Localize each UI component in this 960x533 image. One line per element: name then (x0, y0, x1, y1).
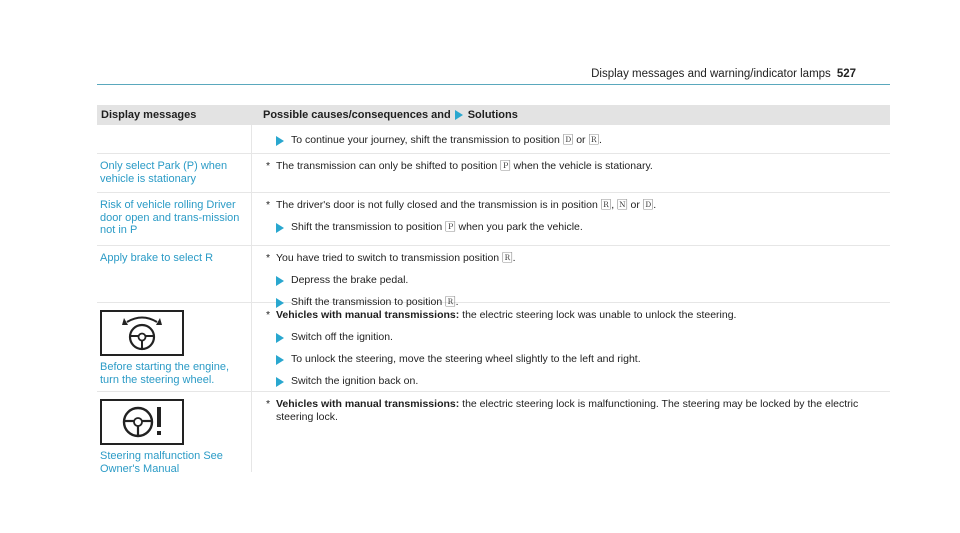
display-message: Only select Park (P) when vehicle is stationary (100, 160, 228, 185)
header-title: Display messages and warning/indicator lamps (591, 68, 831, 80)
cause-cell (252, 246, 890, 308)
cause-text: You have tried to switch to transmission position 🅁. (276, 252, 516, 264)
message-cell (97, 154, 252, 192)
cause-marker: * (266, 252, 271, 264)
cause-line (266, 199, 890, 212)
cause-cell (252, 392, 890, 472)
display-message: Before starting the engine, turn the steering wheel. (100, 361, 230, 386)
cause-marker: * (266, 199, 271, 211)
column-header-causes (252, 109, 890, 121)
solution-arrow-icon (276, 223, 284, 233)
column-header-display-messages: Display messages (101, 109, 197, 121)
cause-line (266, 398, 890, 424)
header-rule (97, 84, 890, 85)
solution-step (276, 331, 890, 344)
table-row (97, 246, 890, 308)
message-cell (97, 125, 252, 153)
solution-text: Switch off the ignition. (291, 331, 393, 343)
table-row (97, 303, 890, 392)
cause-marker: * (266, 160, 271, 172)
solution-arrow-icon (455, 110, 463, 120)
table-row (97, 392, 890, 475)
cause-text: The driver's door is not fully closed and the transmission is in position 🅁, 🄽 or 🄳. (276, 199, 657, 211)
page-number: 527 (836, 68, 856, 80)
solution-arrow-icon (276, 377, 284, 387)
table-header (97, 105, 890, 125)
solution-step (276, 375, 890, 388)
solution-arrow-icon (276, 136, 284, 146)
solution-arrow-icon (276, 276, 284, 286)
solution-step (276, 221, 890, 234)
message-cell (97, 193, 252, 245)
cause-condition: Vehicles with manual transmissions: (276, 309, 460, 321)
solution-text: To unlock the steering, move the steering wheel slightly to the left and right. (291, 353, 641, 365)
solution-step (276, 353, 890, 366)
cause-text-group (276, 398, 890, 424)
cause-line (266, 160, 890, 173)
solution-text: Shift the transmission to position 🄿 when you park the vehicle. (291, 221, 583, 233)
message-cell (97, 392, 252, 475)
cause-marker: * (266, 398, 271, 410)
display-message: Steering malfunction See Owner's Manual (100, 450, 223, 475)
cause-cell (252, 303, 890, 391)
cause-text: the electric steering lock is malfunctioning. The steering may be locked by the electric steering lock. (276, 398, 859, 423)
steering-wheel-rotate-icon (100, 310, 184, 356)
cause-text: the electric steering lock was unable to unlock the steering. (459, 309, 737, 321)
cause-cell (252, 125, 890, 153)
cause-cell (252, 193, 890, 245)
cause-text-group (276, 309, 890, 322)
column-header-causes-label: Possible causes/consequences and (263, 109, 451, 121)
solution-arrow-icon (276, 333, 284, 343)
solution-arrow-icon (276, 355, 284, 365)
display-message: Apply brake to select R (100, 252, 214, 264)
solution-step (276, 274, 890, 287)
cause-marker: * (266, 309, 271, 321)
table-row (97, 154, 890, 193)
solution-text: Switch the ignition back on. (291, 375, 419, 387)
table-row (97, 193, 890, 246)
solution-text: To continue your journey, shift the transmission to position 🄳 or 🅁. (291, 134, 602, 146)
message-cell (97, 303, 252, 391)
table-row (97, 125, 890, 154)
cause-cell (252, 154, 890, 192)
display-message: Risk of vehicle rolling Driver door open and trans-mission not in P (100, 199, 240, 236)
column-header-solutions-label: Solutions (467, 109, 518, 121)
cause-condition: Vehicles with manual transmissions: (276, 398, 460, 410)
cause-line (266, 309, 890, 322)
messages-table (97, 105, 890, 475)
cause-text: The transmission can only be shifted to position 🄿 when the vehicle is stationary. (276, 160, 653, 172)
cause-line (266, 252, 890, 265)
solution-step (276, 134, 890, 147)
message-cell (97, 246, 252, 302)
solution-text: Depress the brake pedal. (291, 274, 409, 286)
running-header (591, 68, 856, 80)
steering-wheel-warning-icon (100, 399, 184, 445)
solution-text: Shift the transmission to position 🅁. (291, 296, 459, 308)
